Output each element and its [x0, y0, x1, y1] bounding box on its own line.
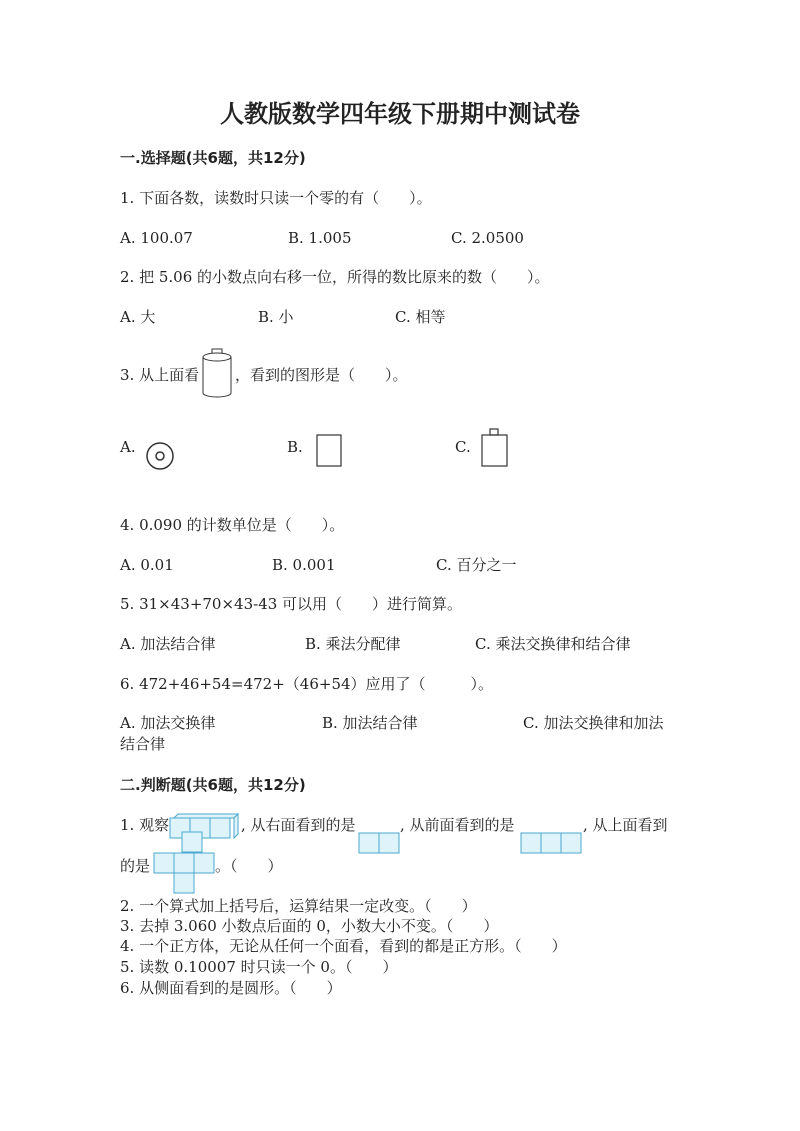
q1-stem: 1. 下面各数，读数时只读一个零的有（ ）。: [120, 189, 432, 207]
j1-text-part6: 。（ ）: [215, 857, 283, 875]
j1-text-part1: 1. 观察: [120, 816, 170, 834]
right-view-figure: [358, 832, 402, 856]
q2-stem: 2. 把 5.06 的小数点向右移一位，所得的数比原来的数（ ）。: [120, 268, 550, 286]
top-view-figure: [153, 852, 217, 896]
q2-option-c: C. 相等: [395, 308, 446, 326]
q2-option-a: A. 大: [120, 308, 156, 326]
q4-option-b: B. 0.001: [272, 556, 336, 574]
cylinder-figure: [201, 348, 235, 400]
q3-stem-after: ，看到的图形是（ ）。: [235, 366, 408, 384]
q5-stem: 5. 31×43+70×43-43 可以用（ ）进行简算。: [120, 595, 463, 613]
j5-statement: 5. 读数 0.10007 时只读一个 0。（ ）: [120, 958, 398, 976]
q5-option-c: C. 乘法交换律和结合律: [475, 635, 631, 653]
rectangle-option: [316, 434, 344, 468]
page-title: 人教版数学四年级下册期中测试卷: [220, 100, 580, 128]
q3-stem-before: 3. 从上面看: [120, 366, 200, 384]
q2-option-b: B. 小: [258, 308, 294, 326]
q6-option-b: B. 加法结合律: [322, 714, 418, 732]
j3-statement: 3. 去掉 3.060 小数点后面的 0，小数大小不变。（ ）: [120, 917, 499, 935]
q6-option-a: A. 加法交换律: [120, 714, 216, 732]
rectangle-with-tab-option: [481, 428, 511, 468]
section-header-choice: 一.选择题(共6题，共12分): [120, 149, 306, 167]
q5-option-b: B. 乘法分配律: [305, 635, 401, 653]
j1-text-part5: 的是: [120, 857, 151, 875]
q4-option-a: A. 0.01: [120, 556, 174, 574]
j6-statement: 6. 从侧面看到的是圆形。（ ）: [120, 979, 342, 997]
j1-text-part2: , 从右面看到的是: [241, 816, 356, 834]
q4-option-c: C. 百分之一: [436, 556, 517, 574]
front-view-figure: [520, 832, 584, 856]
q3-option-a: A.: [120, 438, 136, 456]
q5-option-a: A. 加法结合律: [120, 635, 216, 653]
q1-option-a: A. 100.07: [120, 229, 193, 247]
j1-text-part3: , 从前面看到的是: [400, 816, 515, 834]
q6-option-c-line2: 结合律: [120, 735, 166, 753]
section-header-judgement: 二.判断题(共6题，共12分): [120, 776, 306, 794]
q6-stem: 6. 472+46+54=472+（46+54）应用了（ ）。: [120, 675, 494, 693]
q1-option-c: C. 2.0500: [451, 229, 524, 247]
q6-option-c-line1: C. 加法交换律和加法: [523, 714, 664, 732]
concentric-circles-option: [146, 442, 176, 472]
q3-option-c: C.: [455, 438, 471, 456]
q3-option-b: B.: [287, 438, 303, 456]
j2-statement: 2. 一个算式加上括号后，运算结果一定改变。（ ）: [120, 897, 477, 915]
q4-stem: 4. 0.090 的计数单位是（ ）。: [120, 516, 345, 534]
cube-solid-figure: [168, 812, 240, 854]
j4-statement: 4. 一个正方体，无论从任何一个面看，看到的都是正方形。（ ）: [120, 937, 567, 955]
q1-option-b: B. 1.005: [288, 229, 352, 247]
j1-text-part4: , 从上面看到: [583, 816, 668, 834]
